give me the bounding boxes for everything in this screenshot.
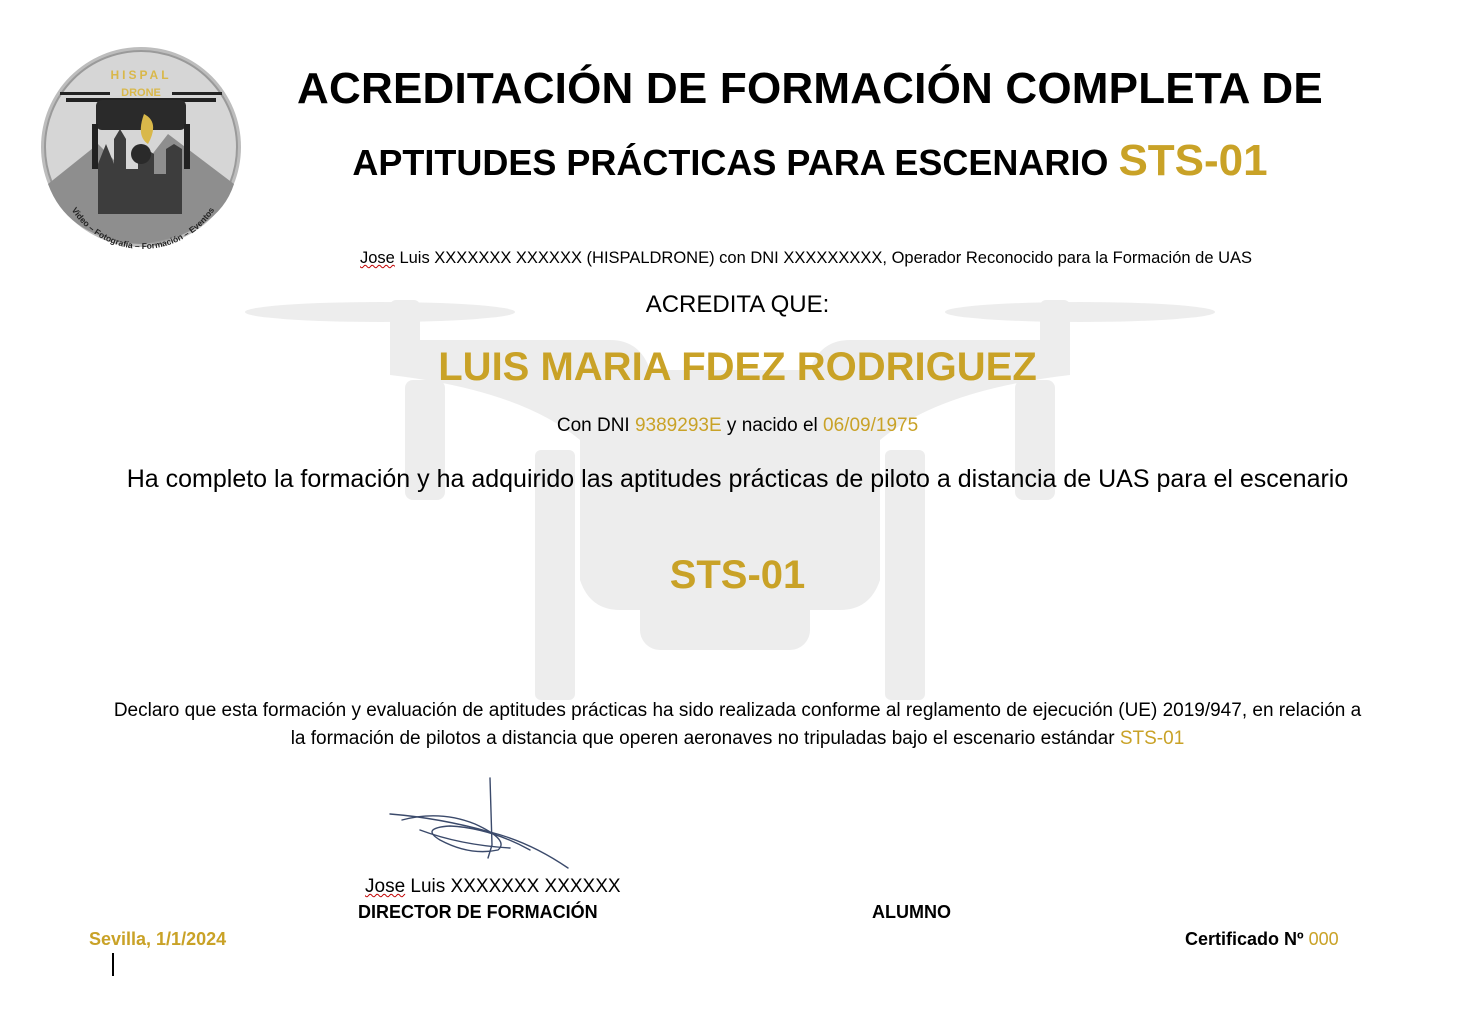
completion-statement: Ha completo la formación y ha adquirido las aptitudes prácticas de piloto a distancia de UAS para el escenario (126, 465, 1349, 493)
certificate-title-line1 (0, 64, 1475, 114)
logo-mid-text: DRONE (121, 87, 161, 99)
acredita-label: ACREDITA QUE: (645, 291, 830, 318)
student-name: LUIS MARIA FDEZ RODRIGUEZ (438, 345, 1037, 389)
dni-prefix: Con DNI (556, 415, 635, 436)
title-scenario-highlight: STS-01 (1118, 136, 1268, 185)
place-date: Sevilla, 1/1/2024 (89, 929, 227, 949)
operator-first-word: Jose (360, 249, 395, 267)
student-birth-date: 06/09/1975 (823, 415, 919, 436)
operator-statement (360, 249, 1360, 268)
director-label: DIRECTOR DE FORMACIÓN (358, 902, 598, 922)
scenario-code: STS-01 (669, 553, 806, 597)
born-prefix: y nacido el (721, 415, 824, 436)
cert-number-label: Certificado Nº (1185, 929, 1309, 949)
operator-rest-text: Luis XXXXXXX XXXXXX (HISPALDRONE) con DNI XXXXXXXXX, Operador Reconocido para la Formación de UAS (394, 249, 1253, 267)
student-dni-line (0, 415, 1475, 437)
signer-name (365, 876, 621, 898)
declaration-body: Declaro que esta formación y evaluación de aptitudes prácticas ha sido realizada conforme al reglamento de ejecución (UE) 2019/947, en relación a la formación de pilotos a distancia que operen aeronaves no tripuladas bajo el escenario estándar (113, 700, 1362, 749)
director-signature (380, 770, 600, 880)
certificate-title-line2 (0, 136, 1475, 186)
declaration-scenario: STS-01 (1119, 728, 1185, 749)
logo-ring-text: Video – Fotografía – Formación – Eventos (69, 205, 217, 250)
signer-rest: Luis XXXXXXX XXXXXX (405, 876, 621, 897)
logo-top-text: HISPAL (110, 68, 172, 82)
title-line1-text: ACREDITACIÓN DE FORMACIÓN COMPLETA DE (297, 64, 1323, 113)
title-line2-text: APTITUDES PRÁCTICAS PARA ESCENARIO (352, 142, 1109, 183)
student-dni: 9389293E (634, 415, 722, 436)
student-signature-label: ALUMNO (872, 902, 951, 922)
text-cursor[interactable] (112, 953, 114, 976)
certificate-number (1185, 929, 1339, 950)
signer-first-word: Jose (365, 876, 406, 897)
declaration-text (110, 697, 1365, 753)
cert-number-value: 000 (1308, 929, 1339, 949)
